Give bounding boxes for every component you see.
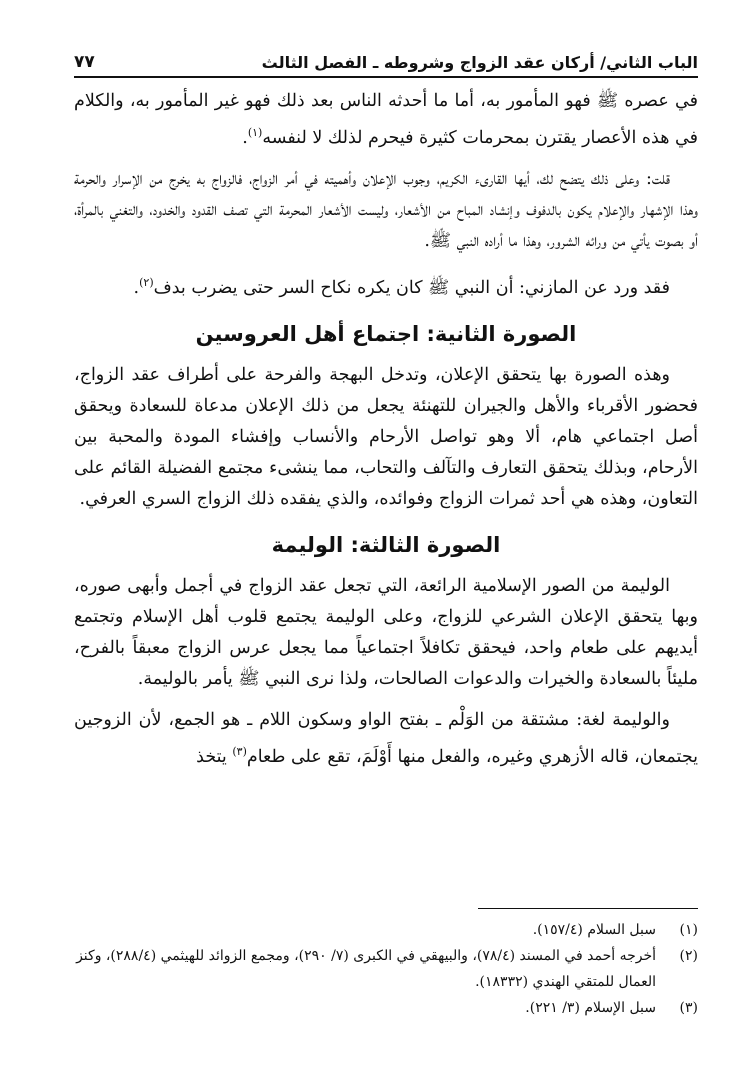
paragraph-2: قلت: وعلى ذلك يتضح لك، أيها القارىء الكريم، وجوب الإعلان وأهميته في أمر الزواج، فالزواج به يخرج من الإسرار والحرمة وهذا الإشهار والإعلام يكون بالدفوف وإنشاد المباح من الأشعار، وليست الأشعار المحرمة التي تصف القدود والخدود، والتغني بالمرأة، أو بصوت يأتي من ورائه الشرور، وهذا ما أراده النبي ﷺ. [74, 168, 698, 251]
footnote-number: (٢) [679, 948, 698, 964]
footnote-text: أخرجه أحمد في المسند (٧٨/٤)، والبيهقي في الكبرى (٧/ ٢٩٠)، ومجمع الزوائد للهيثمي (٢٨٨/٤)، وكنز العمال للمتقي الهندي (١٨٣٣٢). [76, 948, 656, 990]
paragraph-5: الوليمة من الصور الإسلامية الرائعة، التي تجعل عقد الزواج في أجمل وأبهى صوره، وبها يتحقق الإعلان الشرعي للزواج، وعلى الوليمة يجتمع قلوب أهل الإسلام وتجتمع أيديهم على طعام واحد، فيحقق تكافلاً اجتماعياً مما يجعل عرس الزواج معبقاً بالفرح، مليئاً بالسعادة والخيرات والدعوات الصالحات، ولذا نرى النبي ﷺ يأمر بالوليمة. [74, 575, 698, 689]
footnotes [74, 908, 698, 1021]
paragraph-1 [74, 86, 698, 154]
footnote-divider [478, 908, 698, 909]
paragraph-6-end: يتخذ [196, 746, 233, 767]
paragraph-4: وهذه الصورة بها يتحقق الإعلان، وتدخل البهجة والفرحة على أطراف عقد الزواج، فحضور الأقرباء والأهل والجيران للتهنئة يجعل من ذلك الإعلان مدعاة للسعادة ويحقق أصل اجتماعي هام، ألا وهو تواصل الأرحام والأنساب وإفشاء المودة والمحبة بين الأرحام، وبذلك يتحقق التعارف والتآلف والتحاب، مما ينشىء مجتمع الفضيلة القائم على التعاون، وهذه هي أحد ثمرات الزواج وفوائده، والذي يفقده ذلك الزواج السري العرفي. [74, 364, 698, 509]
footnote-marker-2: (٢) [139, 275, 154, 289]
section-heading-walima: الصورة الثالثة: الوليمة [271, 532, 501, 557]
paragraph-1-end: . [242, 127, 248, 148]
paragraph-6-text: والوليمة لغة: مشتقة من الوَلْم ـ بفتح الواو وسكون اللام ـ هو الجمع، لأن الزوجين يجتمعان، قاله الأزهري وغيره، والفعل منها أَوْلَمَ، تقع على طعام [74, 709, 698, 767]
paragraph-3 [74, 267, 698, 304]
page-body [74, 86, 698, 782]
paragraph-3-text: فقد ورد عن المازني: أن النبي ﷺ كان يكره نكاح السر حتى يضرب بدف [153, 277, 670, 298]
footnote-item [74, 917, 698, 943]
paragraph-6 [74, 705, 698, 773]
footnote-number: (٣) [679, 1000, 698, 1016]
footnote-item [74, 995, 698, 1021]
footnote-item [74, 943, 698, 995]
paragraph-3-end: . [133, 277, 140, 298]
footnote-text: سبل الإسلام (٣/ ٢٢١). [525, 1000, 656, 1016]
footnote-marker-3: (٣) [232, 744, 247, 758]
page-header [74, 38, 698, 78]
paragraph-1-text: في عصره ﷺ فهو المأمور به، أما ما أحدثه الناس بعد ذلك فهو غير المأمور به، والكلام في هذه الأعصار يقترن بمحرمات كثيرة فيحرم لذلك لا لنفسه [74, 91, 698, 148]
footnote-marker-1: (١) [247, 126, 263, 139]
page-number: ٧٧ [74, 52, 95, 72]
footnote-text: سبل السلام (١٥٧/٤). [532, 922, 656, 938]
section-heading-gathering: الصورة الثانية: اجتماع أهل العروسين [195, 321, 577, 346]
running-head: الباب الثاني/ أركان عقد الزواج وشروطه ـ الفصل الثالث [261, 53, 698, 72]
footnote-number: (١) [679, 922, 698, 938]
